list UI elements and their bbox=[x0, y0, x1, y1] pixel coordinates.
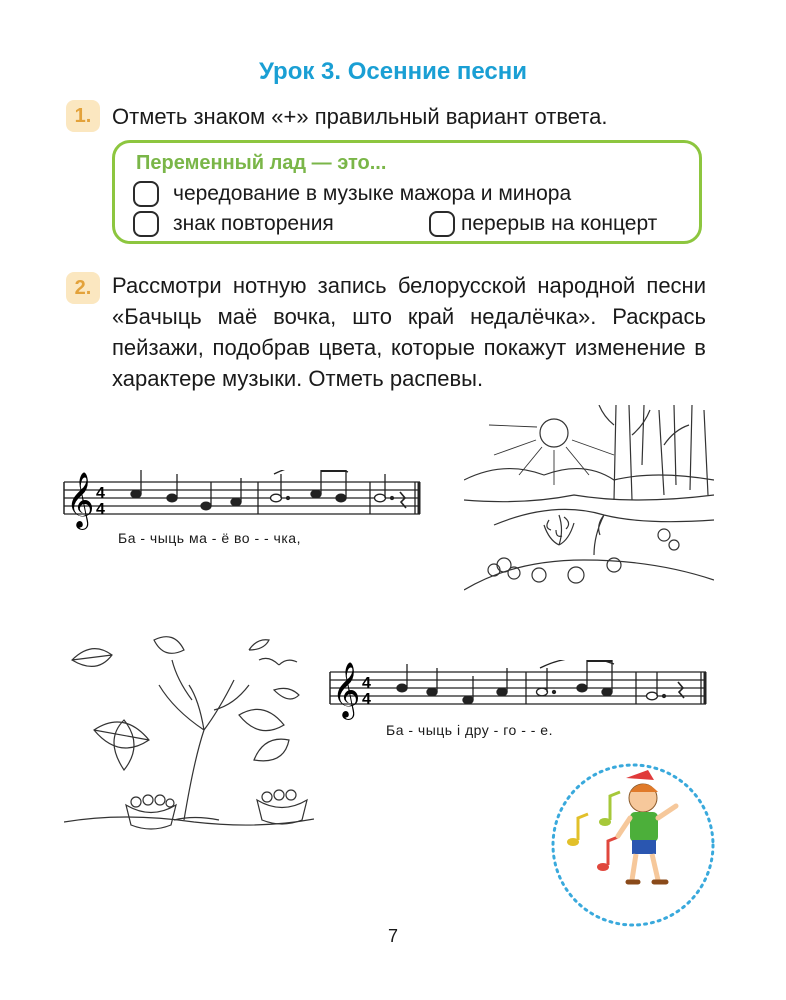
autumn-landscape-illustration bbox=[64, 630, 314, 830]
note bbox=[463, 696, 473, 704]
time-sig-bottom: 4 bbox=[96, 501, 105, 518]
option-concert-break[interactable] bbox=[429, 211, 657, 237]
page-number: 7 bbox=[387, 926, 398, 946]
note bbox=[201, 502, 211, 510]
option-label: знак повторения bbox=[173, 212, 334, 235]
note bbox=[577, 684, 587, 692]
staff-1-lyrics: Ба - чыць ма - ё во - - чка, bbox=[118, 530, 301, 546]
checkbox[interactable] bbox=[133, 181, 159, 207]
bird-icon bbox=[249, 640, 297, 665]
note bbox=[271, 494, 282, 502]
note bbox=[231, 498, 241, 506]
task-1-number: 1. bbox=[66, 100, 100, 132]
music-staff-2 bbox=[326, 660, 726, 730]
note bbox=[602, 688, 612, 696]
note bbox=[311, 490, 321, 498]
note bbox=[397, 684, 407, 692]
character-circle bbox=[548, 760, 718, 930]
checkbox[interactable] bbox=[133, 211, 159, 237]
option-alternating-mode[interactable] bbox=[133, 181, 571, 207]
task-2-number: 2. bbox=[66, 272, 100, 304]
note bbox=[336, 494, 346, 502]
time-sig-top: 4 bbox=[362, 675, 371, 692]
leaf-icon bbox=[72, 637, 299, 770]
note bbox=[427, 688, 437, 696]
option-label: перерыв на концерт bbox=[461, 212, 658, 235]
answer-box bbox=[112, 140, 702, 244]
note bbox=[537, 688, 548, 696]
time-sig-bottom: 4 bbox=[362, 691, 371, 708]
note bbox=[167, 494, 177, 502]
page-title: Урок 3. Осенние песни bbox=[259, 58, 527, 85]
treble-clef-icon: 𝄞 bbox=[66, 472, 95, 528]
slur bbox=[540, 660, 614, 668]
box-title: Переменный лад — это... bbox=[136, 152, 387, 174]
flower-icon bbox=[488, 515, 679, 583]
note bbox=[375, 494, 386, 502]
staff-2-lyrics: Ба - чыць і дру - го - - е. bbox=[386, 722, 553, 738]
music-note-icon bbox=[567, 792, 620, 871]
note bbox=[647, 692, 658, 700]
sun-icon bbox=[540, 419, 568, 447]
task-1-instruction: Отметь знаком «+» правильный вариант ответа. bbox=[112, 104, 608, 129]
checkbox[interactable] bbox=[429, 211, 455, 237]
option-label: чередование в музыке мажора и минора bbox=[173, 182, 572, 205]
tree-icon bbox=[159, 660, 249, 820]
time-sig-top: 4 bbox=[96, 485, 105, 502]
note bbox=[497, 688, 507, 696]
tree-icon bbox=[599, 405, 708, 500]
option-repeat-sign[interactable] bbox=[133, 211, 334, 237]
note bbox=[131, 490, 141, 498]
treble-clef-icon: 𝄞 bbox=[332, 662, 361, 718]
spring-landscape-illustration bbox=[464, 405, 714, 600]
task-2-text: Рассмотри нотную запись белорусской народной песни «Бачыць маё вочка, што край недалёчка». Раскрась пейзажи, подобрав цвета, которые покажут изменение в характере музыки. Отметь распевы. bbox=[112, 273, 706, 391]
boy-character-icon bbox=[618, 770, 676, 882]
